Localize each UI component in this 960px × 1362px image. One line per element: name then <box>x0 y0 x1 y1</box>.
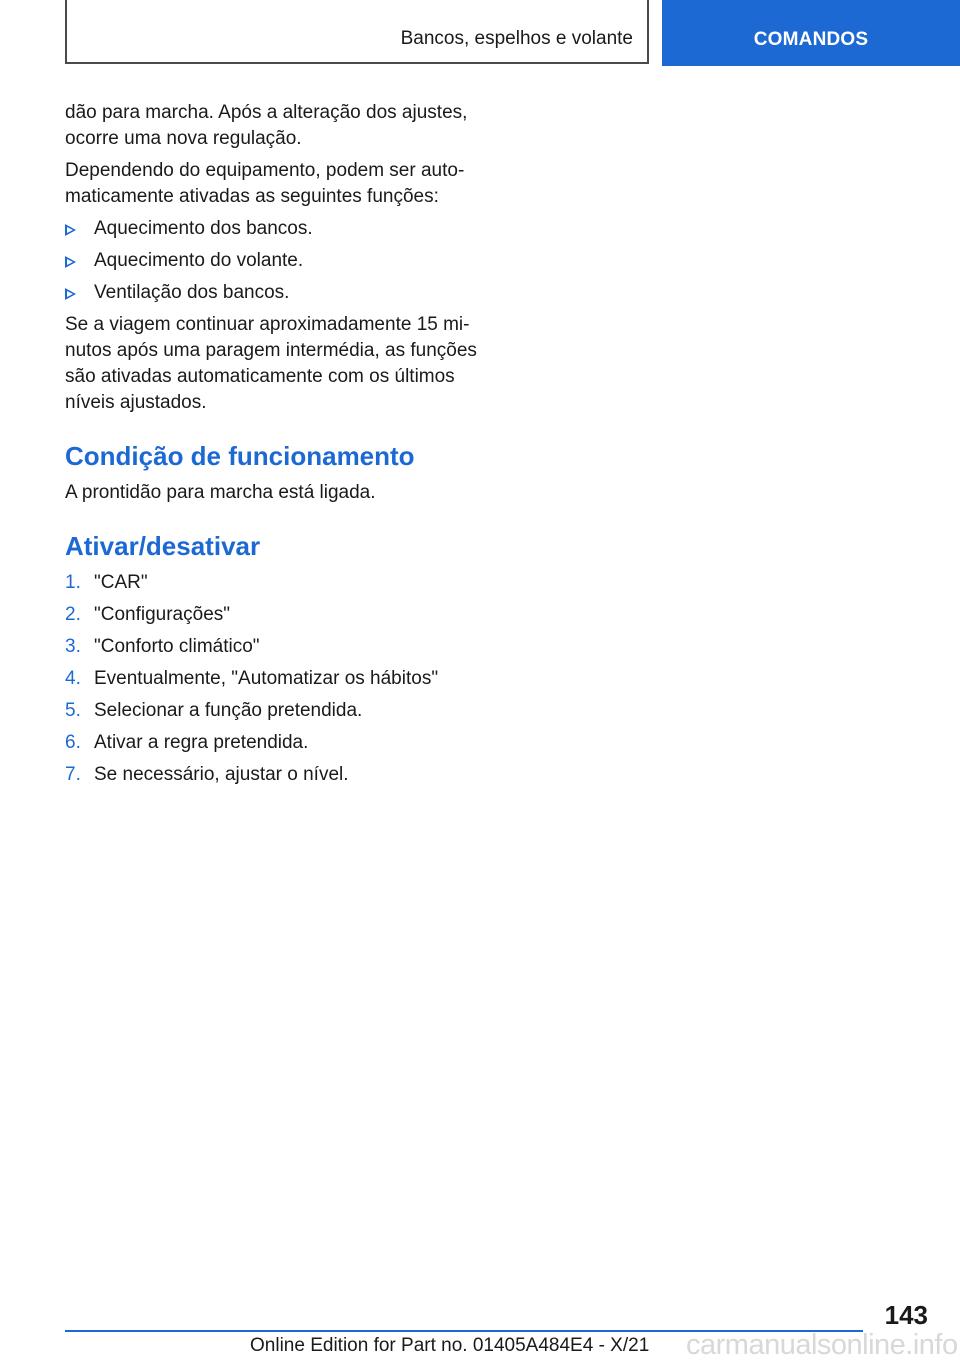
list-item-text: Aquecimento dos bancos. <box>94 218 313 239</box>
step-number: 5. <box>65 700 81 721</box>
step-item <box>65 762 485 788</box>
step-text: "CAR" <box>94 572 148 593</box>
step-item <box>65 730 485 756</box>
steps-list <box>65 570 485 788</box>
list-item <box>65 216 485 242</box>
footer-watermark: carmanualsonline.info <box>686 1329 958 1361</box>
header-section-title: Bancos, espelhos e volante <box>400 28 633 49</box>
step-number: 6. <box>65 732 81 753</box>
step-item <box>65 570 485 596</box>
page-number: 143 <box>884 1300 928 1330</box>
step-number: 1. <box>65 572 81 593</box>
step-number: 4. <box>65 668 81 689</box>
list-item-text: Ventilação dos bancos. <box>94 282 290 303</box>
step-item <box>65 634 485 660</box>
after-list-paragraph: Se a viagem continuar aproximadamente 15 minutos após uma paragem intermédia, as funções são ativadas automaticamente com os últimos níveis ajustados. <box>65 314 477 413</box>
step-number: 2. <box>65 604 81 625</box>
list-item <box>65 248 485 274</box>
step-item <box>65 602 485 628</box>
step-text: "Conforto climático" <box>94 636 260 657</box>
step-text: Eventualmente, "Automatizar os hábitos" <box>94 668 439 689</box>
triangle-bullet-icon <box>65 256 76 268</box>
footer-edition-text: Online Edition for Part no. 01405A484E4 - X/21 <box>250 1335 650 1356</box>
intro-paragraph-2: Dependendo do equipamento, podem ser automaticamente ativadas as seguintes funções: <box>65 160 465 207</box>
step-item <box>65 698 485 724</box>
step-text: "Configurações" <box>94 604 231 625</box>
list-item <box>65 280 485 306</box>
intro-paragraph-1: dão para marcha. Após a alteração dos ajustes, ocorre uma nova regulação. <box>65 102 468 149</box>
feature-list <box>65 216 485 306</box>
section-heading-toggle: Ativar/desativar <box>65 531 261 561</box>
list-item-text: Aquecimento do volante. <box>94 250 304 271</box>
step-text: Selecionar a função pretendida. <box>94 700 363 721</box>
triangle-bullet-icon <box>65 288 76 300</box>
step-number: 7. <box>65 764 81 785</box>
chapter-tab[interactable] <box>662 0 960 66</box>
step-text: Se necessário, ajustar o nível. <box>94 764 349 785</box>
step-number: 3. <box>65 636 81 657</box>
section-heading-condition: Condição de funcionamento <box>65 441 415 471</box>
step-text: Ativar a regra pretendida. <box>94 732 309 753</box>
chapter-tab-label: COMANDOS <box>753 29 869 50</box>
triangle-bullet-icon <box>65 224 76 236</box>
step-item <box>65 666 485 692</box>
section-condition-text: A prontidão para marcha está ligada. <box>65 482 376 503</box>
page-content <box>65 100 485 794</box>
header-section-box <box>65 0 649 64</box>
